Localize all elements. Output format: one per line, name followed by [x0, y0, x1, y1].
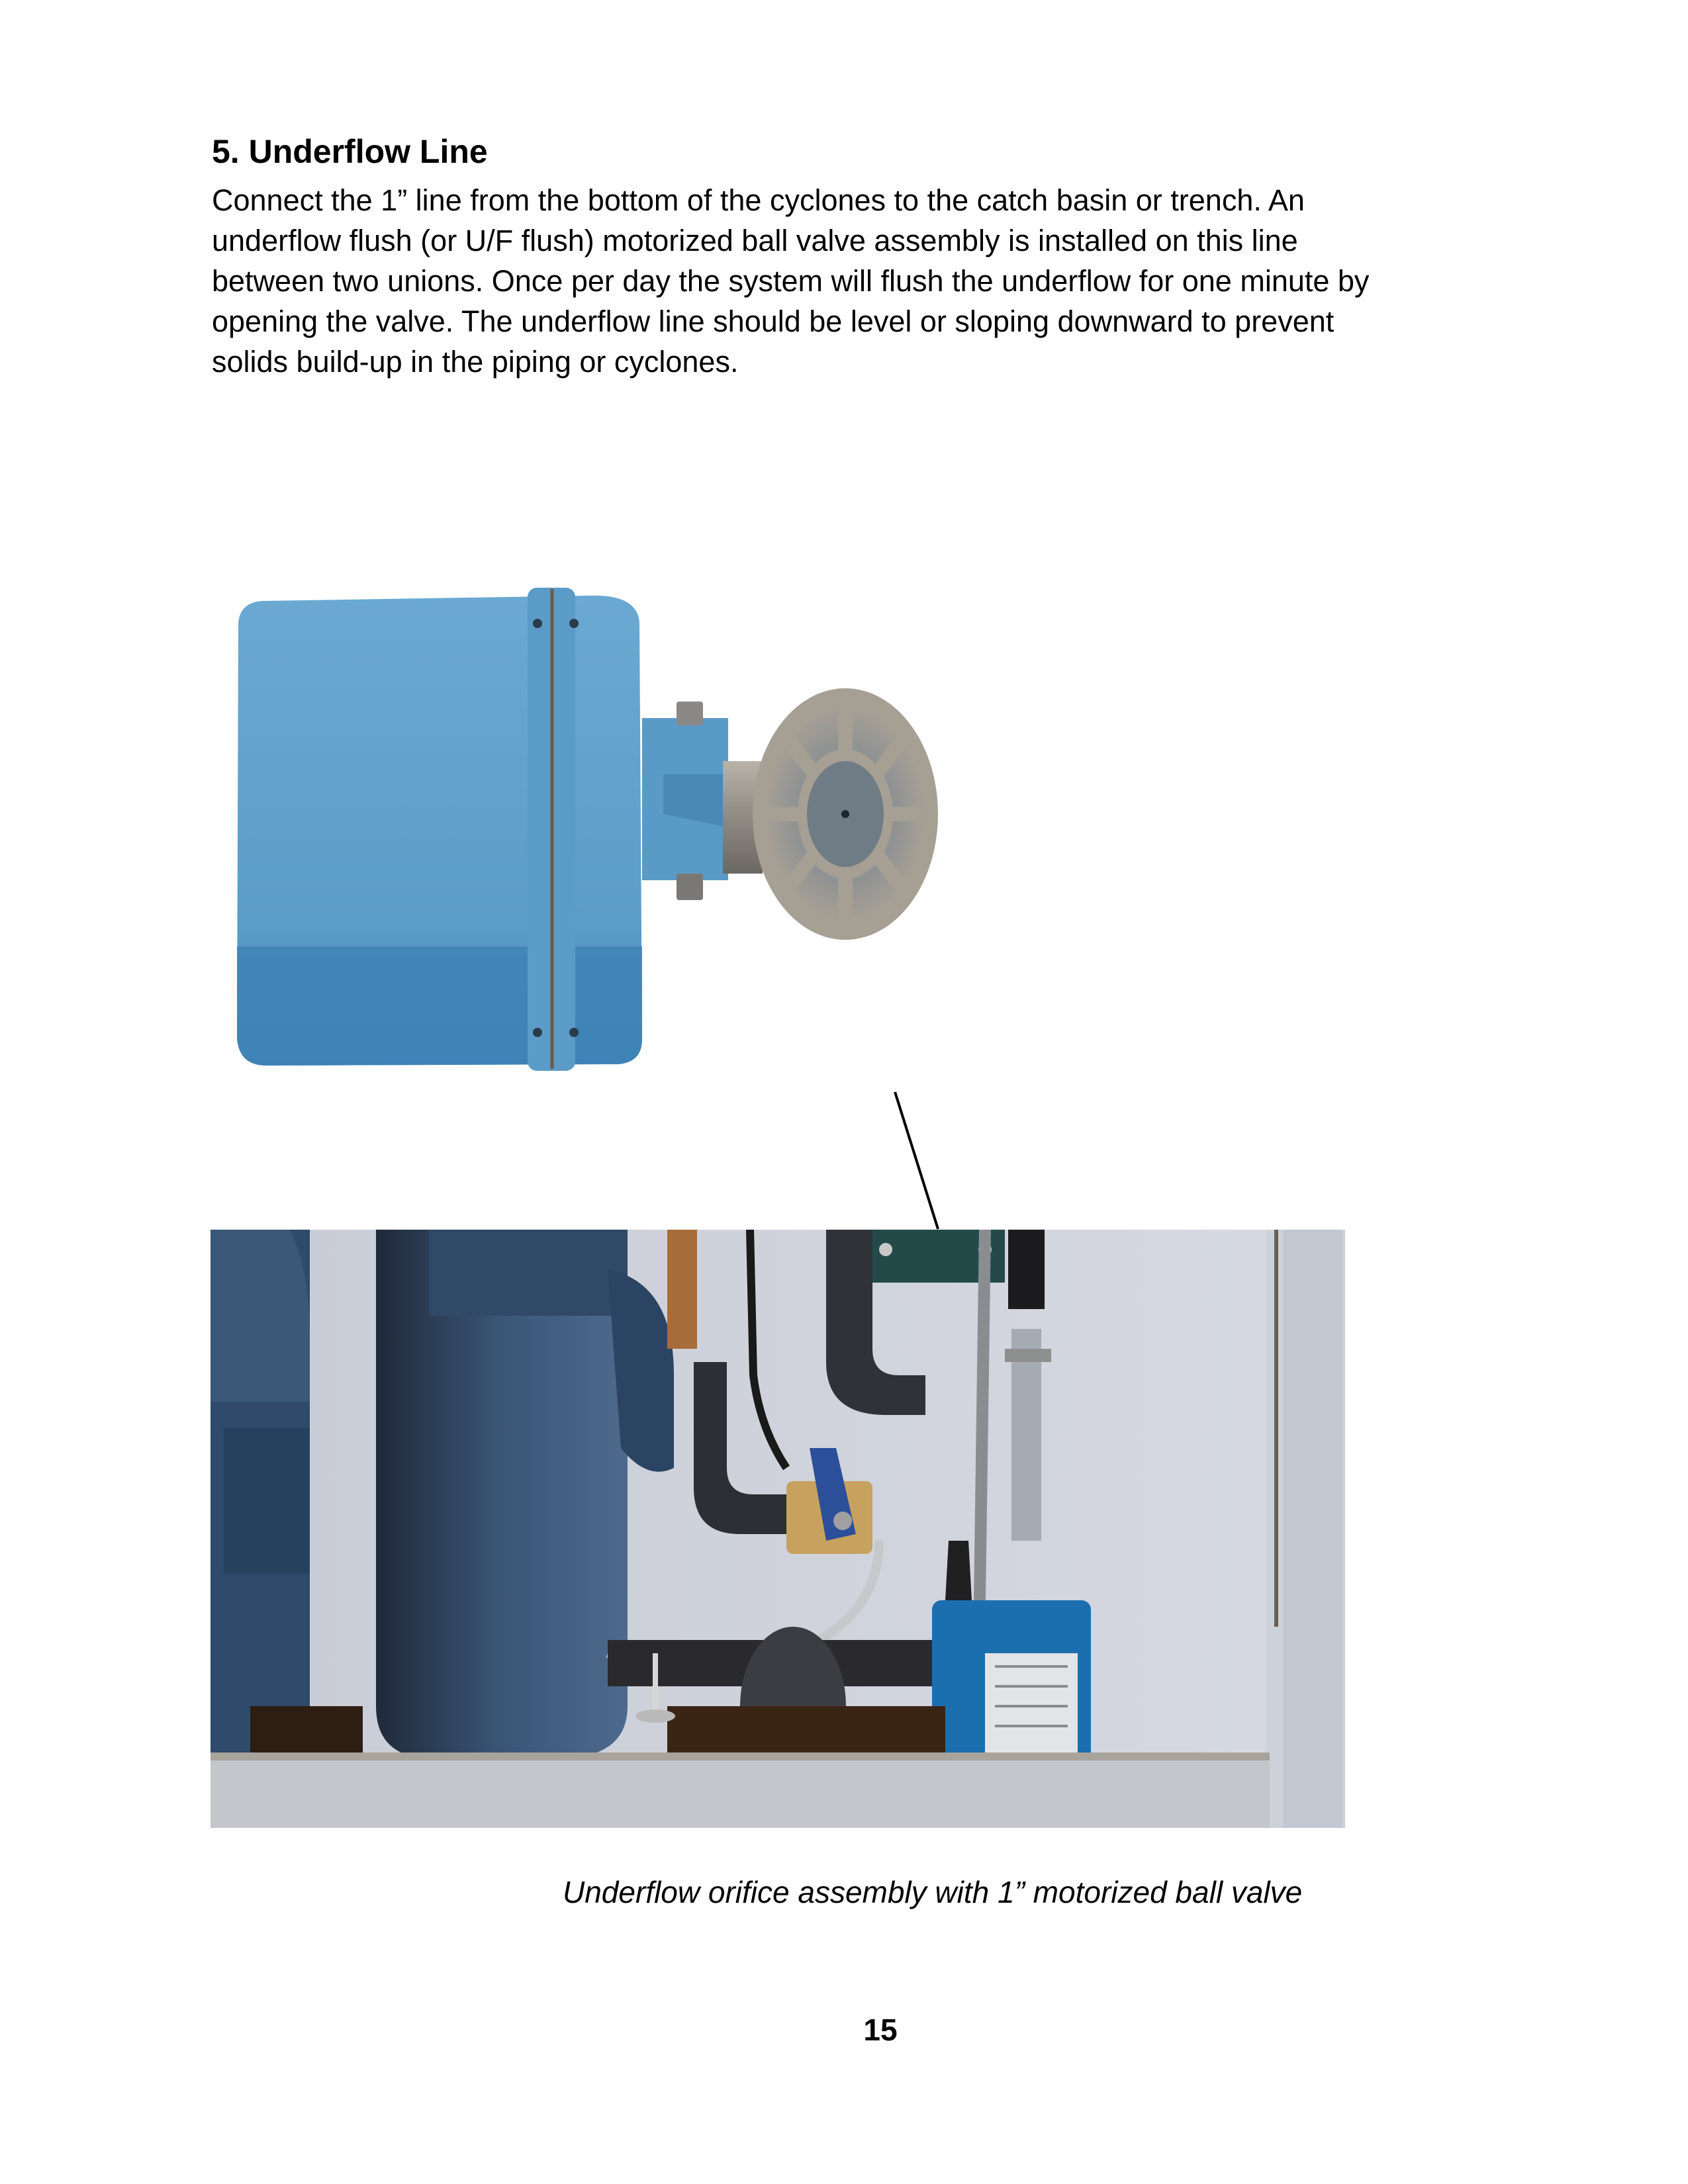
page-number: 15 [863, 2013, 898, 2047]
body-line: between two unions. Once per day the system will flush the underflow for one minute by [212, 264, 1370, 298]
section-body [212, 180, 1536, 382]
body-line: opening the valve. The underflow line should be level or sloping downward to prevent [212, 304, 1335, 338]
installation-photo [211, 1230, 1345, 1828]
actuator-photo [213, 576, 1345, 1128]
body-line: solids build-up in the piping or cyclones. [212, 345, 739, 379]
motorized-ball-valve-illustration [213, 576, 1345, 1128]
underflow-installation-illustration [211, 1230, 1345, 1828]
section-heading: 5. Underflow Line [212, 133, 488, 170]
body-line: underflow flush (or U/F flush) motorized ball valve assembly is installed on this line [212, 224, 1298, 257]
body-line: Connect the 1” line from the bottom of the cyclones to the catch basin or trench. An [212, 183, 1305, 217]
figure-caption: Underflow orifice assembly with 1” motorized ball valve [563, 1875, 1303, 1909]
